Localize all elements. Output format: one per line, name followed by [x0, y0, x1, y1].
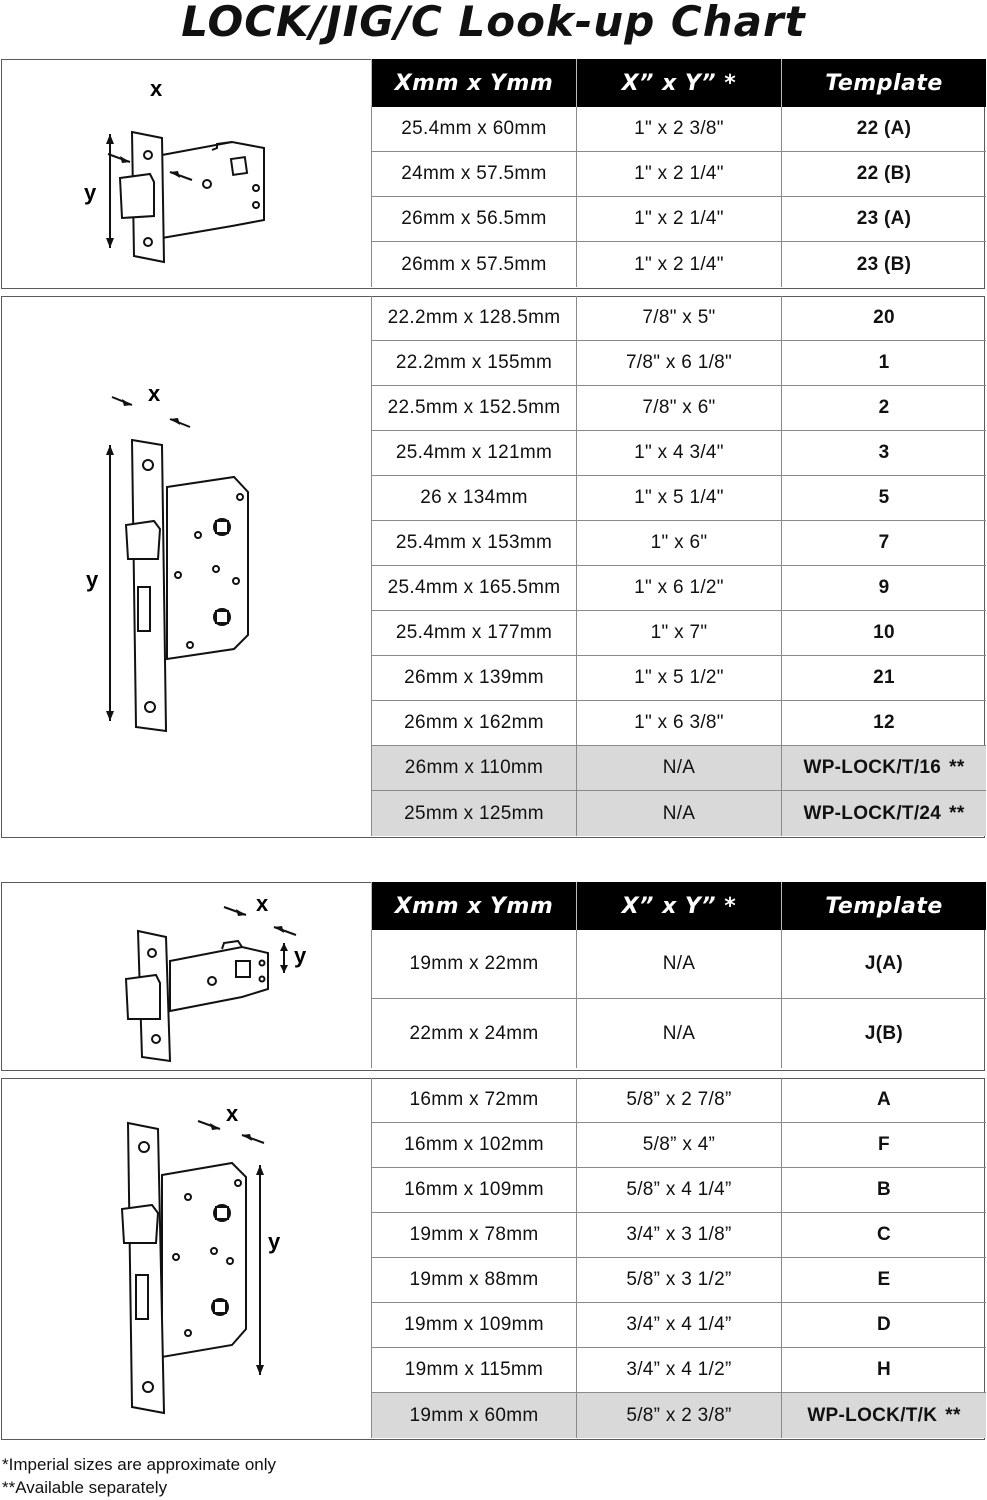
imperial-size-cell [576, 999, 781, 1068]
template-cell [781, 1168, 986, 1213]
template-cell-text: 7 [878, 532, 890, 553]
y-dimension-label: y [86, 567, 99, 592]
template-cell [781, 1303, 986, 1348]
template-cell-text: H [876, 1359, 892, 1380]
metric-size-cell-text: 22.5mm x 152.5mm [387, 397, 561, 418]
y-dimension-label: y [84, 180, 97, 205]
template-cell [781, 999, 986, 1068]
template-cell [781, 1258, 986, 1303]
x-dimension-label: x [256, 891, 269, 916]
template-cell-text: 20 [873, 307, 895, 328]
imperial-size-cell-text: 1" x 2 1/4" [634, 163, 724, 184]
table-row [371, 296, 986, 341]
table-body [371, 1078, 986, 1438]
imperial-size-cell [576, 1303, 781, 1348]
template-cell-text: J(A) [864, 953, 904, 974]
footnote-available: **Available separately [2, 1478, 168, 1497]
table-row [371, 656, 986, 701]
table-row [371, 476, 986, 521]
small-mortice-diagram [2, 1079, 371, 1439]
imperial-size-cell-text: 1" x 2 1/4" [634, 208, 724, 229]
table-row [371, 341, 986, 386]
imperial-size-cell [576, 746, 781, 791]
page-title: LOCK/JIG/C Look-up Chart [181, 0, 806, 46]
metric-size-cell [371, 1258, 576, 1303]
template-cell [781, 1078, 986, 1123]
template-cell-text: B [876, 1179, 892, 1200]
metric-size-cell-text: 26mm x 162mm [404, 712, 544, 733]
imperial-size-cell-text: 1" x 6 3/8" [634, 712, 724, 733]
imperial-size-cell [576, 1213, 781, 1258]
template-cell-text: 23 (B) [856, 253, 912, 275]
imperial-size-cell [576, 431, 781, 476]
metric-size-cell-text: 22.2mm x 155mm [395, 352, 553, 373]
template-cell [781, 386, 986, 431]
template-cell [781, 611, 986, 656]
imperial-size-cell [576, 1078, 781, 1123]
imperial-size-cell [576, 566, 781, 611]
footnote-imperial: *Imperial sizes are approximate only [2, 1455, 277, 1474]
table-row [371, 1303, 986, 1348]
imperial-size-cell-text: 7/8" x 6 1/8" [625, 352, 733, 373]
template-cell [781, 930, 986, 999]
template-cell [781, 1393, 986, 1438]
template-cell-text: 23 (A) [856, 208, 912, 229]
imperial-size-cell-text: 7/8" x 6" [642, 397, 716, 418]
table-row [371, 431, 986, 476]
imperial-size-cell [576, 341, 781, 386]
imperial-size-cell [576, 1258, 781, 1303]
imperial-size-cell [576, 1123, 781, 1168]
table-row [371, 1123, 986, 1168]
template-cell-text: 22 (B) [856, 163, 912, 184]
metric-size-cell-text: 19mm x 109mm [404, 1314, 544, 1335]
metric-size-cell-text: 26mm x 57.5mm [401, 253, 547, 275]
imperial-size-cell [576, 701, 781, 746]
metric-size-cell [371, 152, 576, 197]
table-row [371, 107, 986, 152]
imperial-size-cell-text: 1" x 6" [650, 532, 708, 553]
imperial-size-cell-text: 3/4” x 4 1/2” [626, 1359, 732, 1380]
imperial-size-cell-text: 1" x 2 3/8" [634, 118, 724, 139]
metric-size-cell-text: 19mm x 88mm [409, 1269, 539, 1290]
template-cell-text: C [876, 1224, 892, 1245]
header-metric: Xmm x Ymm [371, 882, 576, 930]
template-cell [781, 431, 986, 476]
metric-size-cell-text: 25.4mm x 121mm [395, 442, 553, 463]
imperial-size-cell [576, 1393, 781, 1438]
imperial-size-cell-text: 3/4” x 4 1/4” [626, 1314, 732, 1335]
template-cell-text: A [876, 1089, 892, 1110]
metric-size-cell [371, 746, 576, 791]
imperial-size-cell-text: N/A [662, 757, 696, 778]
x-dimension-label: x [226, 1101, 239, 1126]
table-row [371, 1168, 986, 1213]
imperial-size-cell [576, 197, 781, 242]
metric-size-cell [371, 566, 576, 611]
table-row [371, 197, 986, 242]
imperial-size-cell-text: 1" x 5 1/4" [634, 487, 724, 508]
template-cell [781, 701, 986, 746]
template-cell-text: F [878, 1134, 890, 1155]
metric-size-cell [371, 930, 576, 999]
template-cell-text: 9 [878, 577, 890, 598]
template-cell-text: J(B) [864, 1022, 904, 1044]
table-row [371, 1258, 986, 1303]
template-cell-text: 3 [878, 442, 890, 463]
imperial-size-cell [576, 476, 781, 521]
metric-size-cell [371, 1123, 576, 1168]
metric-size-cell [371, 242, 576, 287]
imperial-size-cell-text: 1" x 4 3/4" [634, 442, 724, 463]
imperial-size-cell-text: N/A [662, 953, 696, 974]
imperial-size-cell [576, 152, 781, 197]
imperial-size-cell [576, 656, 781, 701]
imperial-size-cell-text: 5/8” x 4 1/4” [626, 1179, 732, 1200]
table-row [371, 242, 986, 287]
imperial-size-cell-text: N/A [662, 802, 696, 824]
imperial-size-cell [576, 1168, 781, 1213]
metric-size-cell [371, 431, 576, 476]
imperial-size-cell-text: N/A [662, 1022, 696, 1044]
imperial-size-cell [576, 930, 781, 999]
table-row [371, 1393, 986, 1438]
metric-size-cell-text: 25.4mm x 177mm [395, 622, 553, 643]
table-header [371, 882, 986, 930]
metric-size-cell-text: 19mm x 60mm [409, 1404, 539, 1426]
table-row [371, 566, 986, 611]
small-mortice-drawing [2, 1079, 371, 1439]
imperial-size-cell-text: 5/8” x 4” [642, 1134, 716, 1155]
section-mortice-lock [1, 296, 985, 838]
template-cell-text: 10 [873, 622, 895, 643]
metric-size-cell-text: 25.4mm x 165.5mm [387, 577, 561, 598]
table-row [371, 746, 986, 791]
table-row [371, 791, 986, 836]
table-row [371, 521, 986, 566]
metric-size-cell [371, 1078, 576, 1123]
imperial-size-cell [576, 296, 781, 341]
lookup-table-section-3 [371, 882, 986, 1068]
metric-size-cell-text: 19mm x 115mm [404, 1359, 544, 1380]
section-small-mortice [1, 1078, 985, 1440]
imperial-size-cell-text: 1" x 7" [650, 622, 708, 643]
metric-size-cell-text: 22mm x 24mm [409, 1022, 539, 1044]
x-dimension-label: x [148, 381, 161, 406]
tubular-latch-diagram [2, 60, 371, 288]
metric-size-cell [371, 476, 576, 521]
imperial-size-cell-text: 5/8” x 3 1/2” [626, 1269, 732, 1290]
template-cell-text: WP-LOCK/T/24 [803, 802, 942, 824]
mortice-lock-diagram [2, 297, 371, 837]
template-cell-text: E [877, 1269, 891, 1290]
metric-size-cell [371, 611, 576, 656]
metric-size-cell-text: 25.4mm x 60mm [401, 118, 547, 139]
small-latch-drawing [2, 883, 371, 1070]
table-body [371, 296, 986, 836]
metric-size-cell [371, 656, 576, 701]
template-cell [781, 746, 986, 791]
template-cell-text: 1 [878, 352, 890, 373]
header-metric: Xmm x Ymm [371, 59, 576, 107]
imperial-size-cell [576, 386, 781, 431]
lookup-table-section-2 [371, 296, 986, 836]
x-dimension-label: x [150, 76, 163, 101]
imperial-size-cell-text: 1" x 2 1/4" [634, 253, 724, 275]
metric-size-cell [371, 341, 576, 386]
imperial-size-cell [576, 611, 781, 656]
imperial-size-cell-text: 1" x 6 1/2" [634, 577, 724, 598]
lookup-table-section-1 [371, 59, 986, 287]
table-row [371, 611, 986, 656]
section-tubular-latch [1, 59, 985, 289]
template-cell [781, 476, 986, 521]
template-cell [781, 107, 986, 152]
metric-size-cell-text: 22.2mm x 128.5mm [387, 307, 561, 328]
template-cell [781, 296, 986, 341]
template-cell [781, 1213, 986, 1258]
metric-size-cell-text: 16mm x 72mm [409, 1089, 539, 1110]
table-body [371, 107, 986, 287]
availability-note-marker: ** [949, 757, 965, 778]
metric-size-cell-text: 19mm x 78mm [409, 1224, 539, 1245]
section-small-latch [1, 882, 985, 1071]
template-cell-text: 5 [878, 487, 890, 508]
template-cell [781, 1348, 986, 1393]
template-cell-text: 22 (A) [856, 118, 912, 139]
template-cell [781, 197, 986, 242]
template-cell [781, 1123, 986, 1168]
template-cell [781, 521, 986, 566]
availability-note-marker: ** [949, 802, 965, 824]
metric-size-cell-text: 19mm x 22mm [409, 953, 539, 974]
table-header [371, 59, 986, 107]
table-row [371, 1348, 986, 1393]
metric-size-cell [371, 1303, 576, 1348]
imperial-size-cell-text: 5/8” x 2 7/8” [626, 1089, 732, 1110]
template-cell-text: 21 [873, 667, 895, 688]
small-latch-diagram [2, 883, 371, 1070]
header-imperial: X” x Y” * [576, 882, 781, 930]
metric-size-cell [371, 521, 576, 566]
template-cell-text: 2 [878, 397, 890, 418]
metric-size-cell [371, 1393, 576, 1438]
table-row [371, 1078, 986, 1123]
table-row [371, 701, 986, 746]
template-cell-text: WP-LOCK/T/16 [803, 757, 942, 778]
imperial-size-cell [576, 1348, 781, 1393]
table-body [371, 930, 986, 1068]
table-row [371, 930, 986, 999]
template-cell [781, 566, 986, 611]
metric-size-cell-text: 26mm x 110mm [404, 757, 544, 778]
table-row [371, 999, 986, 1068]
imperial-size-cell [576, 107, 781, 152]
template-cell [781, 656, 986, 701]
table-row [371, 1213, 986, 1258]
metric-size-cell [371, 107, 576, 152]
template-cell [781, 242, 986, 287]
tubular-latch-drawing [2, 60, 371, 288]
header-template: Template [781, 59, 986, 107]
y-dimension-label: y [294, 943, 307, 968]
imperial-size-cell-text: 1" x 5 1/2" [634, 667, 724, 688]
header-imperial: X” x Y” * [576, 59, 781, 107]
template-cell [781, 341, 986, 386]
metric-size-cell [371, 701, 576, 746]
template-cell-text: 12 [873, 712, 895, 733]
metric-size-cell-text: 25.4mm x 153mm [395, 532, 553, 553]
metric-size-cell-text: 26mm x 139mm [404, 667, 544, 688]
metric-size-cell-text: 24mm x 57.5mm [401, 163, 547, 184]
template-cell-text: D [876, 1314, 892, 1335]
imperial-size-cell [576, 791, 781, 836]
metric-size-cell [371, 1168, 576, 1213]
metric-size-cell-text: 25mm x 125mm [404, 802, 544, 824]
imperial-size-cell [576, 521, 781, 566]
metric-size-cell-text: 26 x 134mm [420, 487, 528, 508]
metric-size-cell [371, 1348, 576, 1393]
metric-size-cell-text: 16mm x 109mm [404, 1179, 544, 1200]
metric-size-cell [371, 296, 576, 341]
imperial-size-cell-text: 7/8" x 5" [642, 307, 716, 328]
y-dimension-label: y [268, 1229, 281, 1254]
mortice-lock-drawing [2, 297, 371, 837]
template-cell [781, 152, 986, 197]
metric-size-cell [371, 791, 576, 836]
metric-size-cell-text: 26mm x 56.5mm [401, 208, 547, 229]
availability-note-marker: ** [945, 1404, 961, 1426]
table-row [371, 386, 986, 431]
metric-size-cell-text: 16mm x 102mm [404, 1134, 544, 1155]
imperial-size-cell [576, 242, 781, 287]
metric-size-cell [371, 999, 576, 1068]
metric-size-cell [371, 197, 576, 242]
imperial-size-cell-text: 5/8” x 2 3/8” [626, 1404, 732, 1426]
template-cell-text: WP-LOCK/T/K [807, 1404, 938, 1426]
header-template: Template [781, 882, 986, 930]
metric-size-cell [371, 1213, 576, 1258]
table-row [371, 152, 986, 197]
template-cell [781, 791, 986, 836]
lookup-table-section-4 [371, 1078, 986, 1438]
metric-size-cell [371, 386, 576, 431]
imperial-size-cell-text: 3/4” x 3 1/8” [626, 1224, 732, 1245]
